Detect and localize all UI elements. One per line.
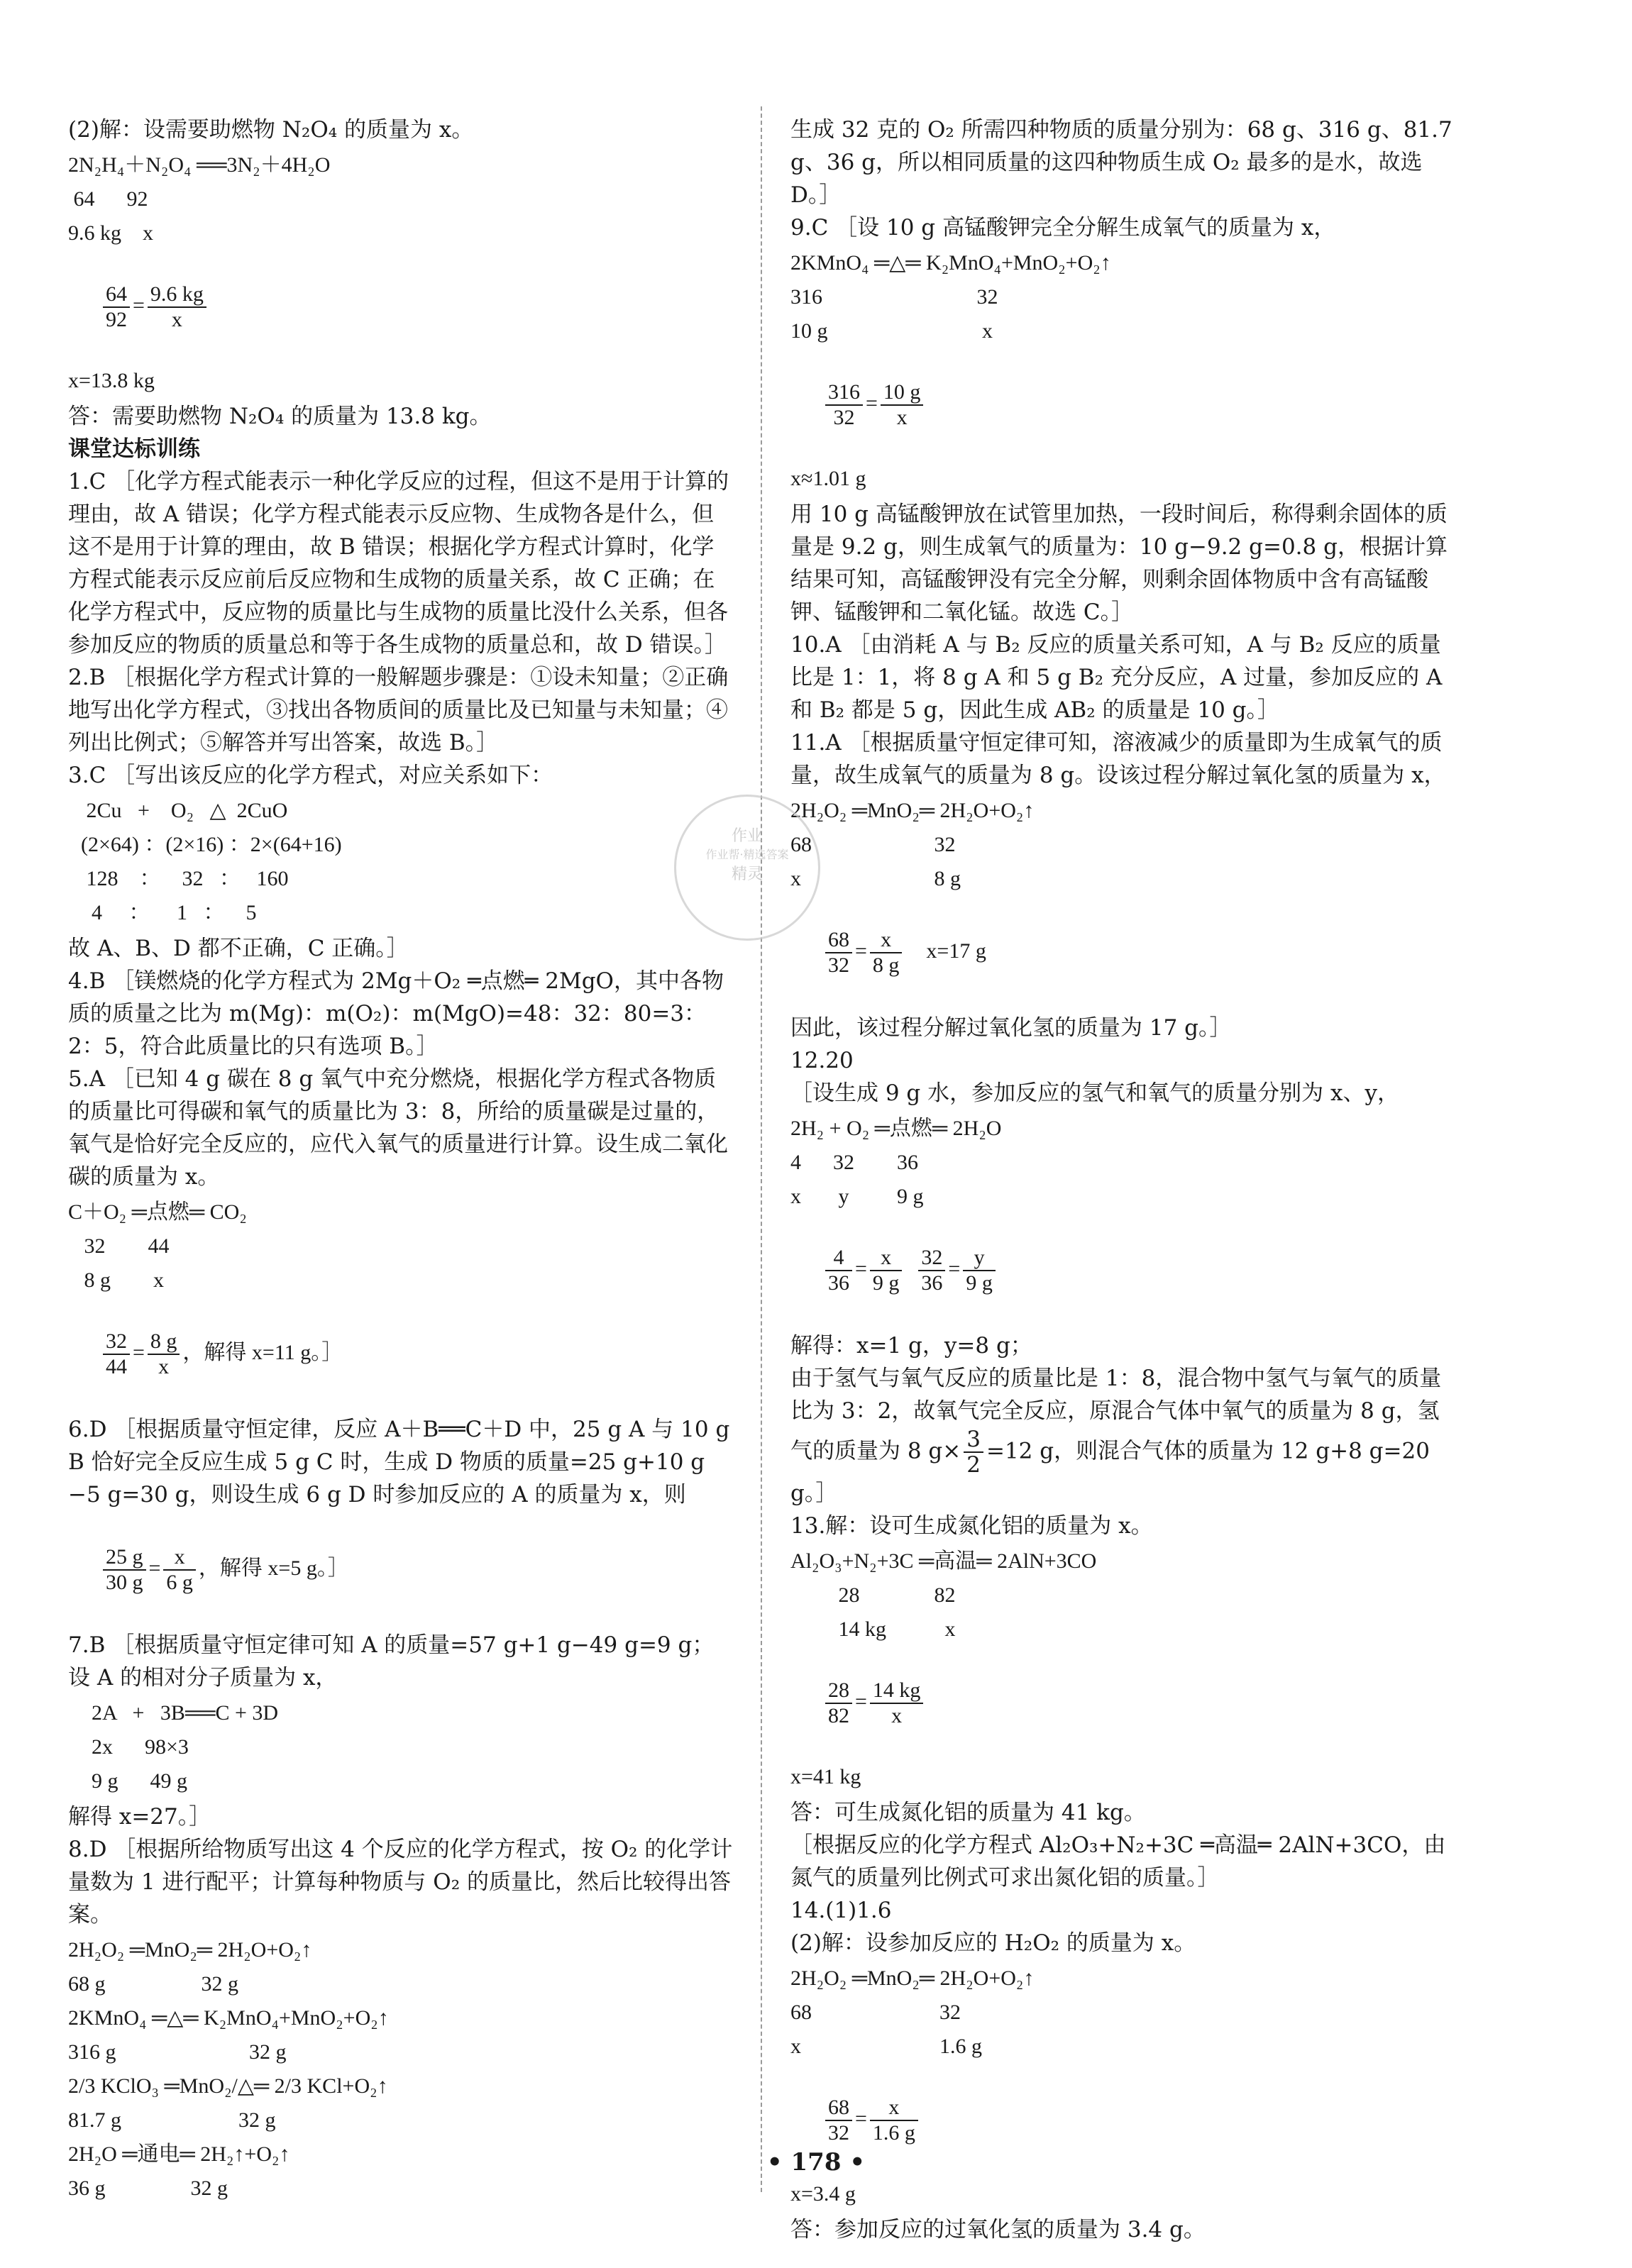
question-11: 11.A ［根据质量守恒定律可知，溶液减少的质量即为生成氧气的质量，故生成氧气的质量为 8 g。设该过程分解过氧化氢的质量为 x， bbox=[790, 730, 1446, 788]
q5-ratio: 32 44 bbox=[68, 1234, 170, 1258]
question-8: 8.D ［根据所给物质写出这 4 个反应的化学方程式，按 O₂ 的化学计量数为 1 进行配平；计算每种物质与 O₂ 的质量比，然后比较得出答案。 bbox=[68, 1837, 733, 1927]
q3-conclusion: 故 A、B、D 都不正确，C 正确。］ bbox=[68, 936, 409, 961]
q14-proportion: $\frac{68}{32}$ = $\frac{x}{1.6 g}$ bbox=[790, 2066, 1457, 2175]
fraction: $\frac{32}{44}$ bbox=[103, 1329, 130, 1379]
question-7: 7.B ［根据质量守恒定律可知 A 的质量=57 g+1 g−49 g=9 g；设 A 的相对分子质量为 x， bbox=[68, 1632, 715, 1691]
q12-setup: ［设生成 9 g 水，参加反应的氢气和氧气的质量分别为 x、y， bbox=[790, 1080, 1399, 1106]
right-column bbox=[790, 114, 1460, 2246]
q12-solution: 解得：x=1 g，y=8 g； bbox=[790, 1333, 1032, 1359]
q8-mass-2: 316 g 32 g bbox=[68, 2040, 287, 2064]
fraction: $\frac{10 g}{x}$ bbox=[881, 380, 924, 430]
question-2: 2.B ［根据化学方程式计算的一般解题步骤是：①设未知量；②正确地写出化学方程式，③找出各物质间的质量比及已知量与未知量；④列出比例式；⑤解答并写出答案，故选 B。］ bbox=[68, 665, 729, 756]
fraction: $\frac{64}{92}$ bbox=[103, 282, 130, 332]
equation-ratio: 64 92 bbox=[68, 187, 148, 211]
q9-explanation: 用 10 g 高锰酸钾放在试管里加热，一段时间后，称得剩余固体的质量是 9.2 g，则生成氧气的质量为：10 g−9.2 g=0.8 g，根据计算结果可知，高锰酸钾没有完全分解，则剩余固体物质中含有高锰酸钾、锰酸钾和二氧化锰。故选 C。］ bbox=[790, 502, 1448, 625]
q11-values: x 8 g bbox=[790, 867, 961, 890]
q14-setup: (2)解：设参加反应的 H₂O₂ 的质量为 x。 bbox=[790, 1930, 1196, 1956]
answer-line: 答：需要助燃物 N₂O₄ 的质量为 13.8 kg。 bbox=[68, 404, 492, 429]
q9-result: x≈1.01 g bbox=[790, 467, 866, 490]
question-3: 3.C ［写出该反应的化学方程式，对应关系如下： bbox=[68, 763, 553, 788]
page-number: • 178 • bbox=[766, 2148, 866, 2176]
q12-proportion: $\frac{4}{36}$ = $\frac{x}{9 g}$ $\frac{32}{36}$ = $\frac{y}{9 g}$ bbox=[790, 1216, 1457, 1325]
fraction: $\frac{x}{1.6 g}$ bbox=[870, 2096, 918, 2145]
result: x=13.8 kg bbox=[68, 369, 155, 392]
question-12: 12.20 bbox=[790, 1048, 854, 1073]
q13-proportion: $\frac{28}{82}$ = $\frac{14 kg}{x}$ bbox=[790, 1649, 1457, 1758]
question-1: 1.C ［化学方程式能表示一种化学反应的过程，但这不是用于计算的理由，故 A 错误；化学方程式能表示反应物、生成物各是什么，但这不是用于计算的理由，故 B 错误；根据化学方程式计算时，化学方程式能表示反应前后反应物和生成物的质量关系，故 C 正确；在化学方程式中，反应物的质量比与生成物的质量比没什么关系，但各参加反应的物质的质量总和等于各生成物的质量总和，故 D 错误。］ bbox=[68, 469, 729, 658]
q7-values: 9 g 49 g bbox=[81, 1769, 187, 1793]
q9-proportion: $\frac{316}{32}$ = $\frac{10 g}{x}$ bbox=[790, 350, 1457, 460]
q5-values: 8 g x bbox=[68, 1268, 164, 1292]
q12-equation: 2H₂ + O₂ ═点燃═ 2H₂O bbox=[790, 1117, 1002, 1140]
fraction: $\frac{8 g}{x}$ bbox=[148, 1329, 180, 1379]
q11-proportion: $\frac{68}{32}$ = $\frac{x}{8 g}$ x=17 g bbox=[790, 898, 1457, 1007]
q7-equation: 2A + 3B══C + 3D bbox=[81, 1701, 279, 1725]
question-4: 4.B ［镁燃烧的化学方程式为 2Mg＋O₂ ═点燃═ 2MgO，其中各物质的质量之比为 m(Mg)：m(O₂)：m(MgO)=48：32：80=3：2：5，符合此质量比的只有选项 B。］ bbox=[68, 968, 724, 1059]
q9-ratio: 316 32 bbox=[790, 285, 998, 309]
question-9: 9.C ［设 10 g 高锰酸钾完全分解生成氧气的质量为 x， bbox=[790, 215, 1336, 240]
q14-ratio: 68 32 bbox=[790, 2001, 961, 2024]
q13-answer: 答：可生成氮化铝的质量为 41 kg。 bbox=[790, 1800, 1146, 1825]
q8-equation-3: 2/3 KClO₃ ═MnO₂/△═ 2/3 KCl+O₂↑ bbox=[68, 2074, 388, 2098]
section-heading: 课堂达标训练 bbox=[68, 436, 200, 462]
q11-ratio: 68 32 bbox=[790, 833, 956, 856]
fraction: $\frac{14 kg}{x}$ bbox=[870, 1678, 924, 1728]
q12-reasoning: 由于氢气与氧气反应的质量比是 1：8，混合物中氢气与氧气的质量比为 3：2，故氧气完全反应，原混合气体中氧气的质量为 8 g，氢气的质量为 8 g× $\frac{3}{2}$ =12 g，则混合气体的质量为 12 g+8 g=20 g。］ bbox=[790, 1366, 1442, 1506]
q12-ratio: 4 32 36 bbox=[790, 1151, 918, 1174]
watermark-stamp: 作业 作业帮·精选答案 精灵 bbox=[674, 795, 820, 941]
left-column bbox=[68, 114, 735, 2208]
fraction: $\frac{3}{2}$ bbox=[964, 1427, 983, 1477]
proportion: $\frac{64}{92}$ = $\frac{9.6 kg}{x}$ bbox=[68, 253, 735, 362]
fraction: $\frac{9.6 kg}{x}$ bbox=[148, 282, 206, 332]
q8-equation-4: 2H₂O ═通电═ 2H₂↑+O₂↑ bbox=[68, 2142, 290, 2166]
fraction: $\frac{68}{32}$ bbox=[825, 2096, 852, 2145]
question-6: 6.D ［根据质量守恒定律，反应 A＋B══C＋D 中，25 g A 与 10 g B 恰好完全反应生成 5 g C 时，生成 D 物质的质量=25 g+10 g−5 g=30 g，则设生成 6 g D 时参加反应的 A 的质量为 x，则 bbox=[68, 1417, 737, 1508]
q3-mass: 128 ： 32 ： 160 bbox=[81, 867, 289, 890]
q13-ratio: 28 82 bbox=[790, 1583, 956, 1607]
question-5: 5.A ［已知 4 g 碳在 8 g 氧气中充分燃烧，根据化学方程式各物质的质量比可得碳和氧气的质量比为 3：8，所给的质量碳是过量的，氧气是恰好完全反应的，应代入氧气的质量进行计算。设生成二氧化碳的质量为 x。 bbox=[68, 1066, 728, 1190]
q13-note: ［根据反应的化学方程式 Al₂O₃+N₂+3C ═高温═ 2AlN+3CO，由氮气的质量列比例式可求出氮化铝的质量。］ bbox=[790, 1832, 1446, 1891]
fraction: $\frac{28}{82}$ bbox=[825, 1678, 852, 1728]
q9-equation: 2KMnO₄ ═△═ K₂MnO₄+MnO₂+O₂↑ bbox=[790, 251, 1111, 275]
q14-answer: 答：参加反应的过氧化氢的质量为 3.4 g。 bbox=[790, 2217, 1206, 2242]
q8-equation-1: 2H₂O₂ ═MnO₂═ 2H₂O+O₂↑ bbox=[68, 1938, 312, 1962]
q14-result: x=3.4 g bbox=[790, 2182, 856, 2206]
q14-values: x 1.6 g bbox=[790, 2035, 982, 2058]
q13-values: 14 kg x bbox=[790, 1617, 956, 1641]
q7-result: 解得 x=27。］ bbox=[68, 1804, 211, 1830]
equation-values: 9.6 kg x bbox=[68, 221, 153, 245]
fraction: $\frac{y}{9 g}$ bbox=[963, 1246, 996, 1295]
fraction: $\frac{x}{8 g}$ bbox=[870, 928, 903, 978]
equation: 2N₂H₄＋N₂O₄ ══3N₂＋4H₂O bbox=[68, 153, 331, 177]
column-divider bbox=[761, 106, 762, 2192]
solution-intro: (2)解：设需要助燃物 N₂O₄ 的质量为 x。 bbox=[68, 117, 474, 143]
q14-equation: 2H₂O₂ ═MnO₂═ 2H₂O+O₂↑ bbox=[790, 1966, 1035, 1990]
q8-continued: 生成 32 克的 O₂ 所需四种物质的质量分别为：68 g、316 g、81.7 g、36 g，所以相同质量的这四种物质生成 O₂ 最多的是水，故选 D。］ bbox=[790, 117, 1460, 208]
q11-equation: 2H₂O₂ ═MnO₂═ 2H₂O+O₂↑ bbox=[790, 799, 1035, 822]
q13-equation: Al₂O₃+N₂+3C ═高温═ 2AlN+3CO bbox=[790, 1549, 1097, 1573]
fraction: $\frac{25 g}{30 g}$ bbox=[103, 1545, 146, 1595]
q3-simplified: 4 ： 1 ： 5 bbox=[81, 901, 257, 924]
question-10: 10.A ［由消耗 A 与 B₂ 反应的质量关系可知，A 与 B₂ 反应的质量比是 1：1，将 8 g A 和 5 g B₂ 充分反应，A 过量，参加反应的 A 和 B₂ 都是 5 g，因此生成 AB₂ 的质量是 10 g。］ bbox=[790, 632, 1450, 723]
q6-proportion: $\frac{25 g}{30 g}$ = $\frac{x}{6 g}$ ，解得 x=5 g。］ bbox=[68, 1515, 735, 1625]
q3-equation: 2Cu + O₂ △ 2CuO bbox=[81, 799, 288, 822]
fraction: $\frac{x}{6 g}$ bbox=[163, 1545, 196, 1595]
fraction: $\frac{32}{36}$ bbox=[918, 1246, 945, 1295]
fraction: $\frac{316}{32}$ bbox=[825, 380, 863, 430]
q8-equation-2: 2KMnO₄ ═△═ K₂MnO₄+MnO₂+O₂↑ bbox=[68, 2006, 389, 2030]
question-13: 13.解：设可生成氮化铝的质量为 x。 bbox=[790, 1513, 1153, 1539]
q11-conclusion: 因此，该过程分解过氧化氢的质量为 17 g。］ bbox=[790, 1015, 1232, 1041]
question-14: 14.(1)1.6 bbox=[790, 1898, 892, 1923]
fraction: $\frac{4}{36}$ bbox=[825, 1246, 852, 1295]
q5-equation: C＋O₂ ═点燃═ CO₂ bbox=[68, 1200, 247, 1224]
q8-mass-4: 36 g 32 g bbox=[68, 2176, 228, 2200]
q9-values: 10 g x bbox=[790, 319, 993, 343]
fraction: $\frac{x}{9 g}$ bbox=[870, 1246, 903, 1295]
fraction: $\frac{68}{32}$ bbox=[825, 928, 852, 978]
q7-ratio: 2x 98×3 bbox=[81, 1735, 189, 1759]
q5-proportion: $\frac{32}{44}$ = $\frac{8 g}{x}$ ，解得 x=11 g。］ bbox=[68, 1300, 735, 1409]
q3-ratio: (2×64) ：(2×16) ：2×(64+16) bbox=[81, 833, 342, 856]
q12-values: x y 9 g bbox=[790, 1185, 924, 1208]
q8-mass-3: 81.7 g 32 g bbox=[68, 2108, 276, 2132]
q13-result: x=41 kg bbox=[790, 1765, 861, 1788]
q8-mass-1: 68 g 32 g bbox=[68, 1972, 238, 1996]
